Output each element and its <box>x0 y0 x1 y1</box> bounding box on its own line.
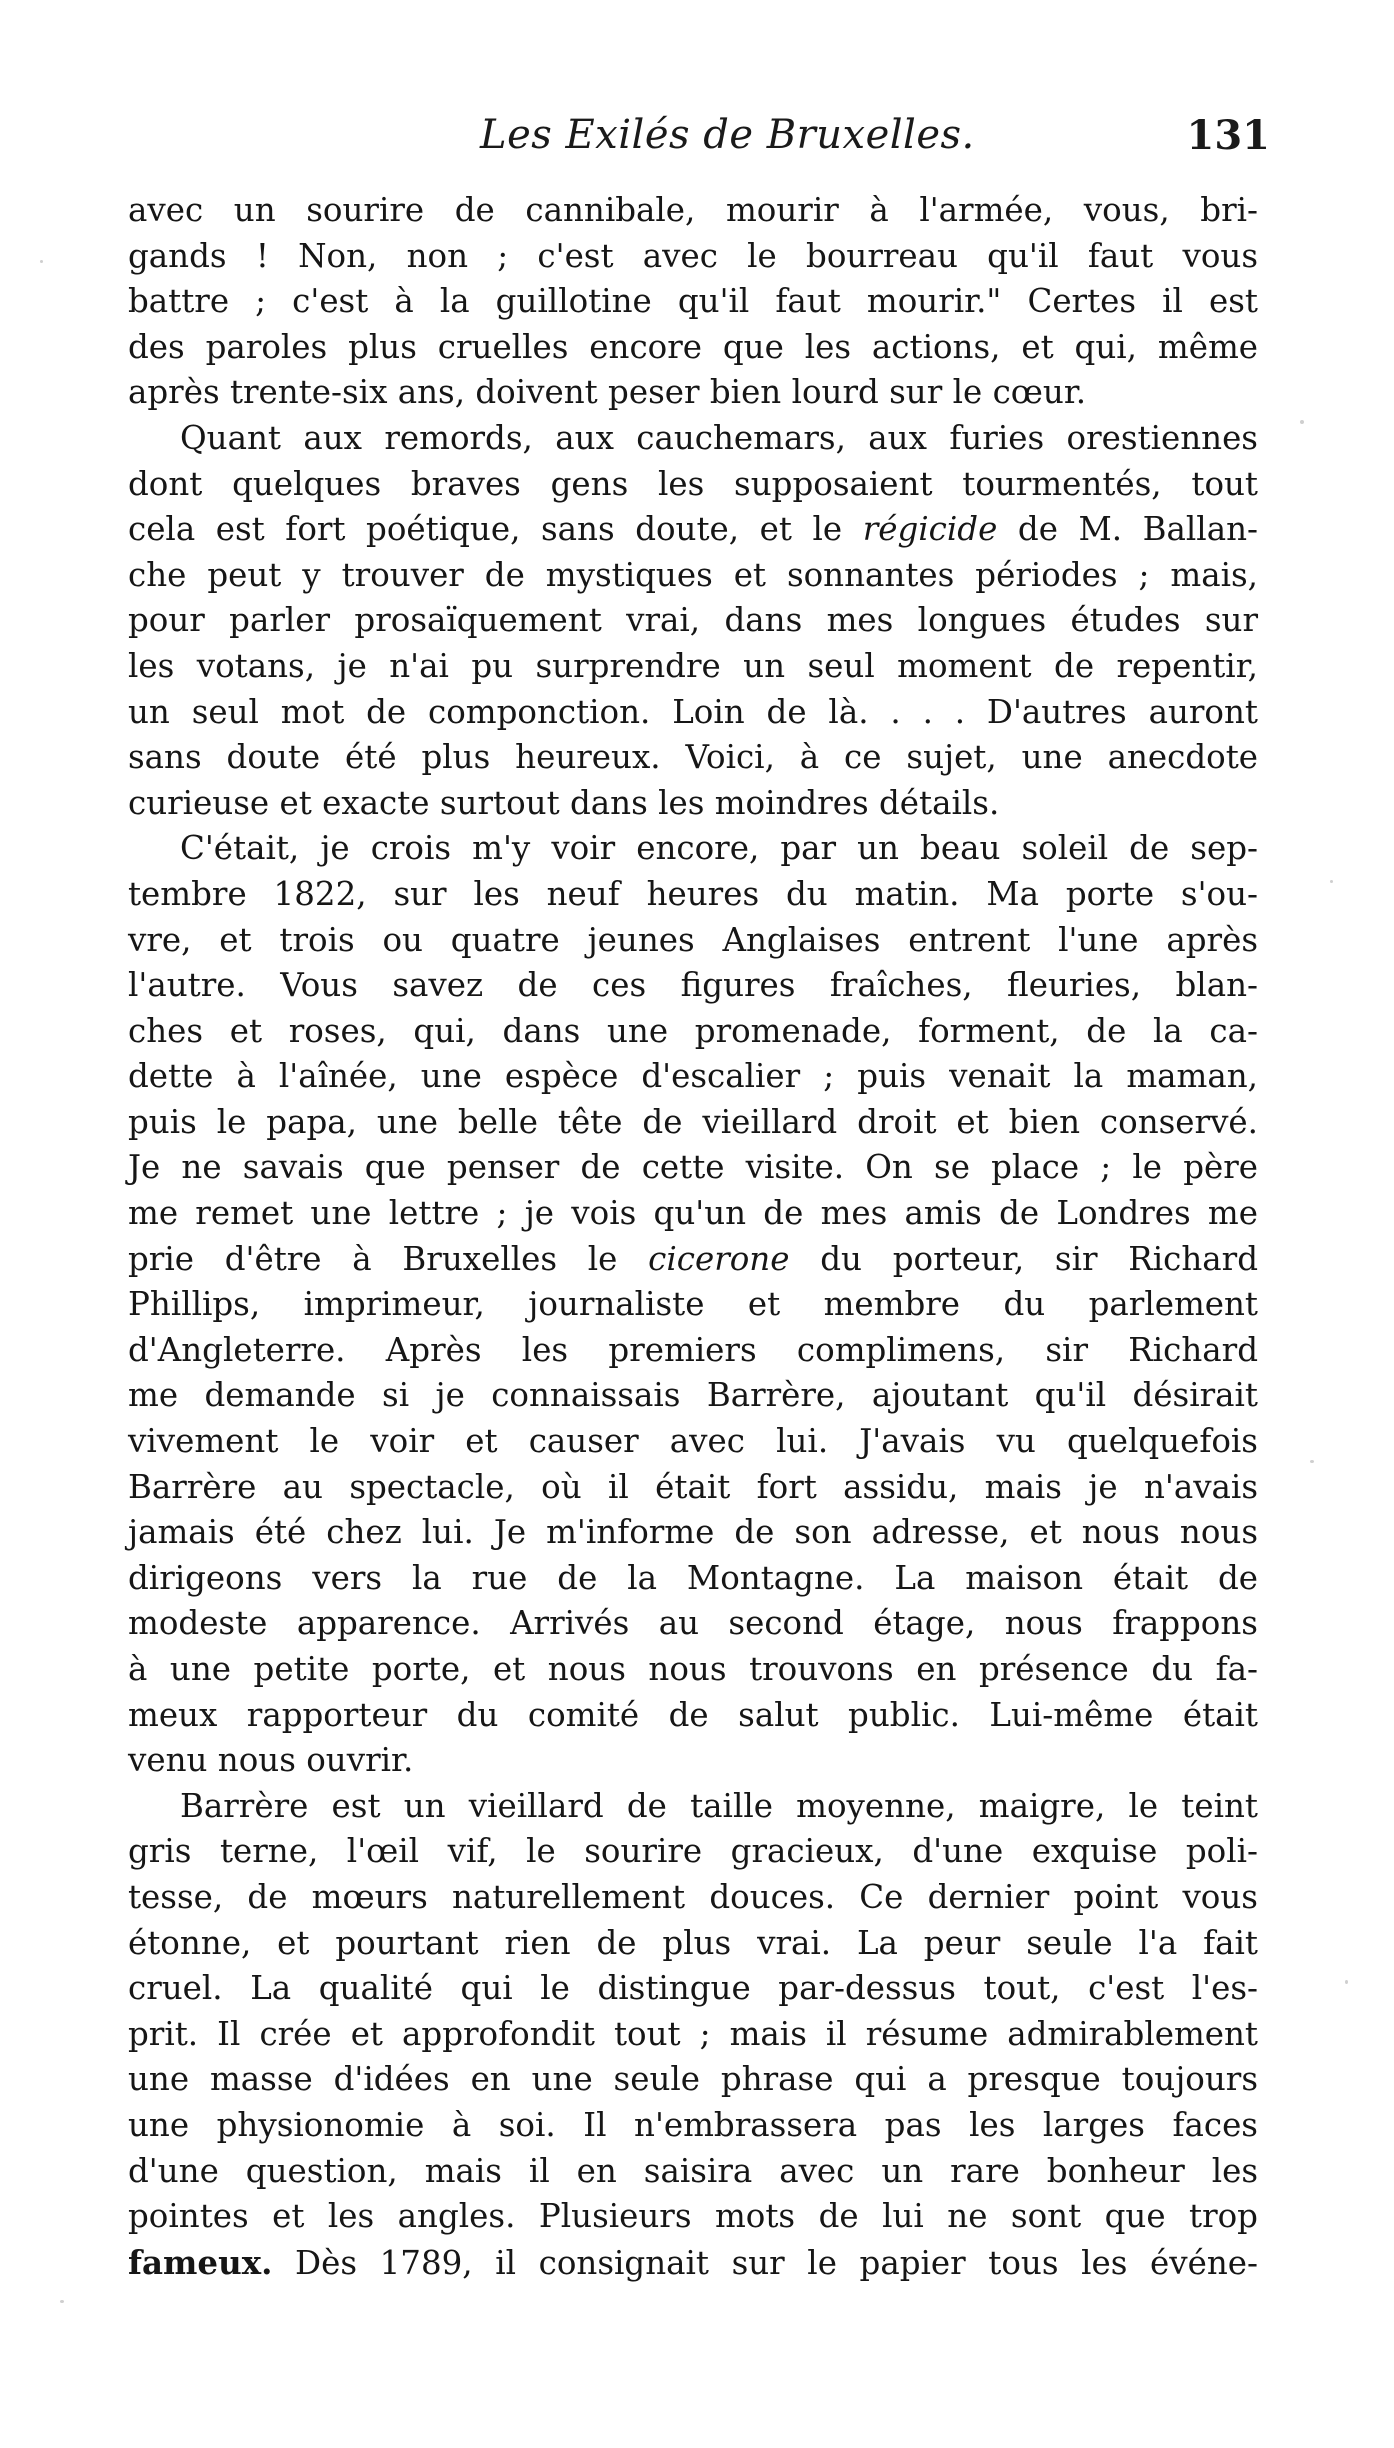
text-line: jamais été chez lui. Je m'informe de son adresse, et nous nous <box>128 1513 1258 1552</box>
text-line: Quant aux remords, aux cauchemars, aux furies orestiennes <box>180 418 1258 457</box>
text-line <box>128 507 1258 553</box>
text-segment: du porteur, sir Richard <box>789 1239 1258 1278</box>
text-line: me demande si je connaissais Barrère, ajoutant qu'il désirait <box>128 1376 1258 1415</box>
text-line: d'Angleterre. Après les premiers complimens, sir Richard <box>128 1330 1258 1369</box>
scan-speck <box>1300 420 1304 424</box>
text-line: battre ; c'est à la guillotine qu'il faut mourir." Certes il est <box>128 282 1258 321</box>
italic-term: cicerone <box>648 1239 790 1278</box>
text-line: pour parler prosaïquement vrai, dans mes longues études sur <box>128 601 1258 640</box>
paragraph-4 <box>128 1784 1258 2286</box>
text-line: Barrère est un vieillard de taille moyenne, maigre, le teint <box>180 1786 1258 1825</box>
text-line: des paroles plus cruelles encore que les actions, et qui, même <box>128 327 1258 366</box>
text-line: vre, et trois ou quatre jeunes Anglaises entrent l'une après <box>128 920 1258 959</box>
scan-speck <box>1310 1460 1314 1463</box>
text-line: gris terne, l'œil vif, le sourire gracieux, d'une exquise poli- <box>128 1832 1258 1871</box>
text-segment: cela est fort poétique, sans doute, et le <box>128 510 863 549</box>
text-line: modeste apparence. Arrivés au second étage, nous frappons <box>128 1604 1258 1643</box>
text-line: l'autre. Vous savez de ces figures fraîches, fleuries, blan- <box>128 966 1258 1005</box>
text-line <box>128 1237 1258 1283</box>
text-line: prit. Il crée et approfondit tout ; mais il résume admirablement <box>128 2014 1258 2053</box>
text-line: tesse, de mœurs naturellement douces. Ce dernier point vous <box>128 1877 1258 1916</box>
paragraph-3 <box>128 826 1258 1783</box>
text-line: puis le papa, une belle tête de vieillard droit et bien conservé. <box>128 1102 1258 1141</box>
text-line: tembre 1822, sur les neuf heures du matin. Ma porte s'ou- <box>128 874 1258 913</box>
text-segment: Dès 1789, il consignait sur le papier tous les événe- <box>272 2243 1258 2282</box>
text-line: dirigeons vers la rue de la Montagne. La maison était de <box>128 1558 1258 1597</box>
text-line: Je ne savais que penser de cette visite. On se place ; le père <box>128 1148 1258 1187</box>
text-line: d'une question, mais il en saisira avec un rare bonheur les <box>128 2151 1258 2190</box>
text-line: une physionomie à soi. Il n'embrassera pas les larges faces <box>128 2105 1258 2144</box>
paragraph-2 <box>128 416 1258 826</box>
running-title: Les Exilés de Bruxelles. <box>480 112 975 158</box>
italic-term: régicide <box>862 510 998 549</box>
text-segment: de M. Ballan- <box>997 510 1258 549</box>
text-line: Barrère au spectacle, où il était fort assidu, mais je n'avais <box>128 1467 1258 1506</box>
bold-word: fameux. <box>128 2242 273 2282</box>
text-line: curieuse et exacte surtout dans les moindres détails. <box>128 783 1000 822</box>
text-line: venu nous ouvrir. <box>128 1741 414 1780</box>
text-line: C'était, je crois m'y voir encore, par un beau soleil de sep- <box>180 829 1258 868</box>
body-text <box>128 188 1258 2285</box>
scan-speck <box>1345 1980 1348 1984</box>
scan-speck <box>40 260 43 263</box>
text-line: dette à l'aînée, une espèce d'escalier ; puis venait la maman, <box>128 1057 1258 1096</box>
scan-speck <box>1330 880 1333 883</box>
text-line: une masse d'idées en une seule phrase qui a presque toujours <box>128 2060 1258 2099</box>
text-line: che peut y trouver de mystiques et sonnantes périodes ; mais, <box>128 555 1258 594</box>
scan-speck <box>60 2300 64 2303</box>
text-line: cruel. La qualité qui le distingue par-dessus tout, c'est l'es- <box>128 1969 1258 2008</box>
text-line: ches et roses, qui, dans une promenade, forment, de la ca- <box>128 1011 1258 1050</box>
text-line <box>128 2240 1258 2286</box>
text-segment: prie d'être à Bruxelles le <box>128 1239 649 1278</box>
text-line: avec un sourire de cannibale, mourir à l'armée, vous, bri- <box>128 191 1258 229</box>
text-line: Phillips, imprimeur, journaliste et membre du parlement <box>128 1285 1258 1324</box>
text-line: meux rapporteur du comité de salut public. Lui-même était <box>128 1695 1258 1734</box>
text-line: après trente-six ans, doivent peser bien lourd sur le cœur. <box>128 373 1087 412</box>
text-line: sans doute été plus heureux. Voici, à ce sujet, une anecdote <box>128 738 1258 777</box>
text-line: les votans, je n'ai pu surprendre un seul moment de repentir, <box>128 646 1258 685</box>
text-line: gands ! Non, non ; c'est avec le bourreau qu'il faut vous <box>128 236 1258 275</box>
text-line: étonne, et pourtant rien de plus vrai. La peur seule l'a fait <box>128 1923 1258 1962</box>
text-line: dont quelques braves gens les supposaient tourmentés, tout <box>128 464 1258 503</box>
text-line: un seul mot de componction. Loin de là. . . . D'autres auront <box>128 692 1258 731</box>
text-line: me remet une lettre ; je vois qu'un de mes amis de Londres me <box>128 1194 1258 1233</box>
paragraph-1 <box>128 188 1258 416</box>
page-number: 131 <box>1186 112 1270 159</box>
text-line: pointes et les angles. Plusieurs mots de lui ne sont que trop <box>128 2197 1258 2236</box>
text-line: vivement le voir et causer avec lui. J'avais vu quelquefois <box>128 1422 1258 1461</box>
page-header <box>130 112 1270 172</box>
text-line: à une petite porte, et nous nous trouvons en présence du fa- <box>128 1650 1258 1688</box>
